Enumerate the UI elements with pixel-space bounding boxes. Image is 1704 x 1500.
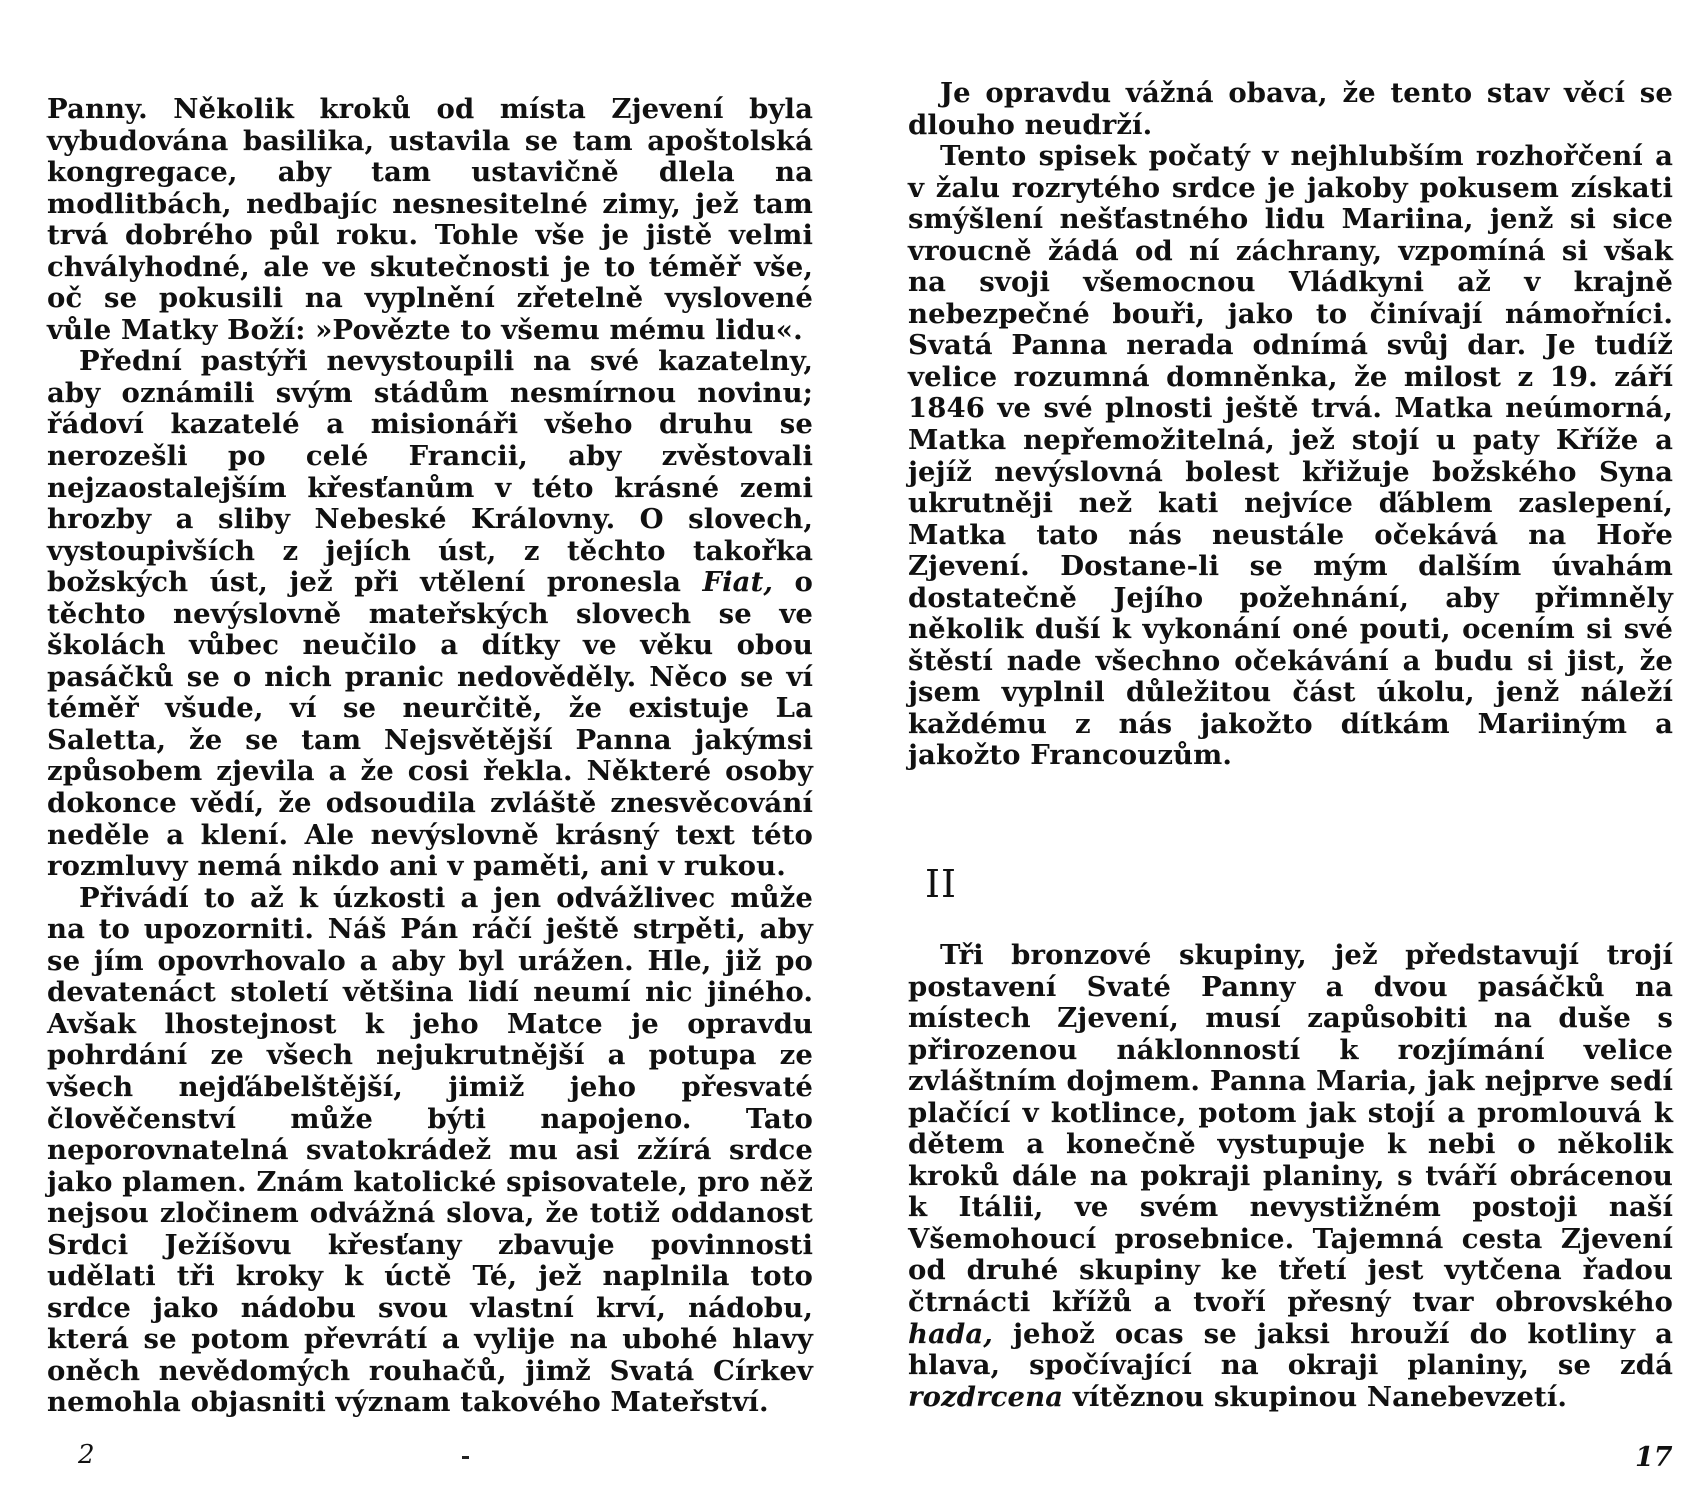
paragraph: Je opravdu vážná obava, že tento stav věcí se dlouho neudrží. [908,77,1673,141]
paragraph-text: vítěznou skupinou Nanebevzetí. [1063,1380,1568,1413]
emphasis-hada: hada, [908,1317,993,1350]
signature-mark: 2 [78,1440,95,1470]
paragraph-text: jehož ocas se jaksi hrouží do kotliny a hlava, spočívající na okraji planiny, se zdá [908,1317,1673,1382]
paragraph: Panny. Několik kroků od místa Zjevení byla vybudována basilika, ustavila se tam apoštolská kongregace, aby tam ustavičně dlela na modlitbách, nedbajíc nesnesitelné zimy, jež tam trvá dobrého půl roku. Tohle vše je jistě velmi chvályhodné, ale ve skutečnosti je to téměř vše, oč se pokusili na vyplnění zřetelně vyslovené vůle Matky Boží: »Povězte to všemu mému lidu«. [47,93,813,346]
left-page [0,0,813,1500]
right-text-column-top [908,78,1673,772]
paragraph [908,940,1673,1413]
paragraph-text: Přední pastýři nevystoupili na své kazatelny, aby oznámili svým stádům nesmírnou novinu; řádoví kazatelé a misionáři všeho druhu se nerozešli po celé Francii, aby zvěstovali nejzaostalejším křesťanům v této krásné zemi hrozby a sliby Nebeské Královny. O slovech, vystoupivších z jejích úst, z těchto takořka božských úst, jež při vtělení pronesla [47,345,813,599]
paragraph-text: Tři bronzové skupiny, jež představují trojí postavení Svaté Panny a dvou pasáčků na místech Zjevení, musí zapůsobiti na duše s přirozenou náklonností k rozjímání velice zvláštním dojmem. Panna Maria, jak nejprve sedí plačící v kotlince, potom jak stojí a promlouvá k dětem a konečně vystupuje k nebi o několik kroků dále na pokraji planiny, s tváří obrácenou k Itálii, ve svém nevystižném postoji naší Všemohoucí prosebnice. Tajemná cesta Zjevení od druhé skupiny ke třetí jest vytčena řadou čtrnácti křížů a tvoří přesný tvar obrovského [908,939,1673,1319]
paragraph-text: o těchto nevýslovně mateřských slovech se ve školách vůbec neučilo a dítky ve věku obou pasáčků se o nich pranic nedověděly. Něco se ví téměř všude, ví se neurčitě, že existuje La Saletta, že se tam Nejsvětější Panna jakýmsi způsobem zjevila a že cosi řekla. Některé osoby dokonce vědí, že odsoudila zvláště znesvěcování neděle a klení. Ale nevýslovně krásný text této rozmluvy nemá nikdo ani v paměti, ani v rukou. [47,566,813,883]
paragraph [47,346,813,882]
chapter-heading: II [925,862,958,906]
emphasis-rozdrcena: rozdrcena [908,1380,1064,1413]
right-page [852,0,1673,1500]
emphasis-fiat: Fiat, [702,566,774,599]
right-text-column-bottom [908,940,1673,1413]
left-text-column [47,94,813,1419]
page-number: 17 [1635,1442,1673,1473]
paragraph: Přivádí to až k úzkosti a jen odvážlivec může na to upozorniti. Náš Pán ráčí ještě strpěti, aby se jím opovrhovalo a aby byl urážen. Hle, již po devatenáct století většina lidí neumí nic jiného. Avšak lhostejnost k jeho Matce je opravdu pohrdání ze všech nejukrutnější a potupa ze všech nejďábelštější, jimiž jeho přesvaté člověčenství může býti napojeno. Tato neporovnatelná svatokrádež mu asi zžírá srdce jako plamen. Znám katolické spisovatele, pro něž nejsou zločinem odvážná slova, že totiž oddanost Srdci Ježíšovu křesťany zbavuje povinnosti udělati tři kroky k úctě Té, jež naplnila toto srdce jako nádobu svou vlastní krví, nádobu, která se potom převrátí a vylije na ubohé hlavy oněch nevědomých rouhačů, jimž Svatá Církev nemohla objasniti význam takového Mateřství. [47,881,813,1419]
paragraph: Tento spisek počatý v nejhlubším rozhořčení a v žalu rozrytého srdce je jakoby pokusem získati smýšlení nešťastného lidu Mariina, jenž si sice vroucně žádá od ní záchrany, vzpomíná si však na svoji všemocnou Vládkyni až v krajně nebezpečné bouři, jako to činívají námořníci. Svatá Panna nerada odnímá svůj dar. Je tudíž velice rozumná domněnka, že milost z 19. září 1846 ve své plnosti ještě trvá. Matka neúmorná, Matka nepřemožitelná, jež stojí u paty Kříže a jejíž nevýslovná bolest křižuje božského Syna ukrutněji než kati nejvíce ďáblem zaslepení, Matka tato nás neustále očekává na Hoře Zjevení. Dostane-li se mým dalším úvahám dostatečně Jejího požehnání, aby přimněly několik duší k vykonání oné pouti, ocením si své štěstí nade všechno očekávání a budu si jist, že jsem vyplnil důležitou část úkolu, jenž náleží každému z nás jakožto dítkám Mariiným a jakožto Francouzům. [908,140,1673,772]
signature-dot [462,1456,469,1459]
